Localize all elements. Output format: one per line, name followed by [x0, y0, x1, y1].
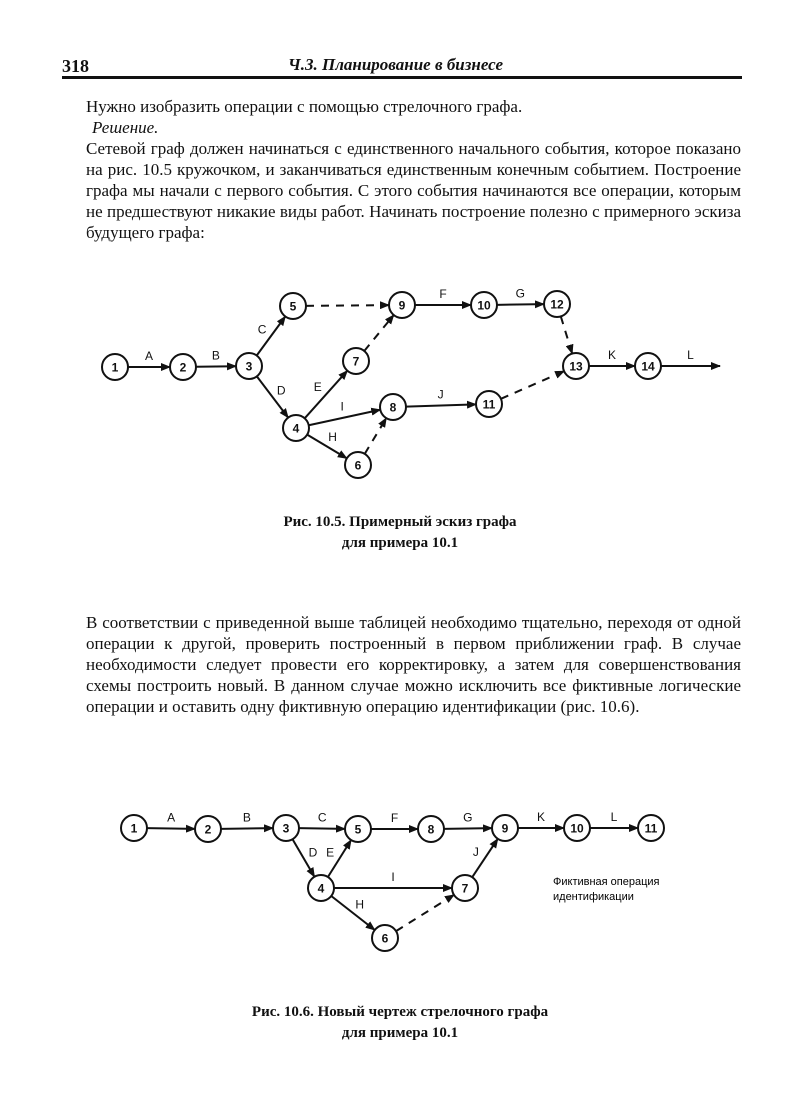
- edge-8-11: [406, 404, 476, 406]
- event-node-label-13: 13: [569, 359, 583, 374]
- running-title: Ч.3. Планирование в бизнесе: [288, 55, 504, 74]
- event-node-label-1: 1: [130, 821, 138, 836]
- intro-line: Нужно изобразить операции с помощью стрелочного графа.: [86, 97, 523, 116]
- edge-label-C: C: [257, 322, 267, 337]
- event-node-label-11: 11: [482, 397, 496, 412]
- event-node-label-5: 5: [289, 299, 297, 314]
- edge-5-9: [306, 305, 389, 306]
- event-node-label-3: 3: [245, 359, 253, 374]
- header-rule: [62, 76, 742, 79]
- edge-1-2: [147, 828, 195, 829]
- edge-12-13: [561, 316, 572, 353]
- event-node-label-14: 14: [641, 359, 655, 374]
- network-graph-10-5: [0, 270, 800, 490]
- event-node-label-8: 8: [427, 822, 435, 837]
- event-node-label-6: 6: [381, 931, 389, 946]
- edge-label-C: C: [317, 810, 327, 825]
- page-header: [62, 52, 742, 76]
- edge-label-J: J: [472, 844, 479, 859]
- edge-label-F: F: [390, 811, 399, 825]
- edge-label-D: D: [276, 383, 286, 398]
- edge-label-L: L: [610, 810, 618, 824]
- event-node-label-10: 10: [570, 821, 584, 836]
- caption-line-1: Рис. 10.5. Примерный эскиз графа: [283, 514, 517, 530]
- edge-8-9: [444, 828, 492, 829]
- edge-label-H: H: [328, 430, 337, 445]
- caption-line-1: Рис. 10.6. Новый чертеж стрелочного графа: [251, 1004, 549, 1020]
- event-node-label-4: 4: [317, 881, 325, 896]
- figure-10-5: [0, 270, 800, 490]
- event-node-label-1: 1: [111, 360, 119, 375]
- edge-7-9: [364, 315, 393, 351]
- edge-2-3: [221, 828, 273, 829]
- event-node-label-10: 10: [477, 298, 491, 313]
- edge-label-E: E: [326, 845, 335, 860]
- body-paragraph: В соответствии с приведенной выше таблицей необходимо тщательно, переходя от одной операции к другой, проверить построенный в первом приближении граф. В случае необходимости следует провести его корректировку, а затем для совершенствования схемы построить новый. В данном случае можно исключить все фиктивные логические операции и оставить одну фиктивную операцию идентификации (рис. 10.6).: [86, 613, 741, 716]
- edge-label-G: G: [515, 286, 526, 301]
- event-node-label-11: 11: [644, 821, 658, 836]
- event-node-label-7: 7: [461, 881, 469, 896]
- event-node-label-2: 2: [179, 360, 187, 375]
- edge-label-I: I: [391, 870, 395, 884]
- edge-label-K: K: [607, 348, 617, 362]
- event-node-label-5: 5: [354, 822, 362, 837]
- intro-text: [86, 96, 741, 243]
- edge-label-I: I: [340, 399, 344, 414]
- figure-10-6-caption: [0, 1002, 800, 1044]
- edge-6-7: [396, 895, 454, 931]
- edge-11-13: [501, 371, 564, 399]
- network-graph-10-6: [0, 795, 800, 955]
- edge-label-H: H: [355, 897, 365, 912]
- edge-4-6: [331, 896, 375, 930]
- caption-line-2: для примера 10.1: [341, 1025, 459, 1041]
- edge-label-G: G: [463, 810, 473, 825]
- event-node-label-3: 3: [282, 821, 290, 836]
- edge-2-3: [196, 366, 236, 367]
- edge-label-B: B: [242, 810, 251, 825]
- edge-label-L: L: [687, 348, 694, 362]
- event-node-label-9: 9: [398, 298, 406, 313]
- event-node-label-6: 6: [354, 458, 362, 473]
- edge-3-5: [299, 828, 345, 829]
- edge-label-J: J: [437, 387, 444, 402]
- event-node-label-2: 2: [204, 822, 212, 837]
- dummy-annotation-line-2: идентификации: [553, 891, 634, 903]
- edge-6-8: [365, 418, 387, 454]
- figure-10-6: [0, 795, 800, 955]
- event-node-label-8: 8: [389, 400, 397, 415]
- edge-label-A: A: [144, 349, 154, 363]
- event-node-label-7: 7: [352, 354, 360, 369]
- edge-label-F: F: [439, 287, 447, 301]
- solution-label: Решение.: [92, 118, 159, 137]
- edge-10-12: [497, 304, 544, 305]
- edge-label-E: E: [313, 380, 322, 395]
- edge-label-D: D: [308, 845, 318, 860]
- intro-paragraph: Сетевой граф должен начинаться с единственного начального события, которое показано на рис. 10.5 кружочком, и заканчиваться единственным конечным событием. Построение графа мы начали с первого события. С этого события начинаются все операции, которым не предшествуют никакие виды работ. Начинать построение полезно с примерного эскиза будущего графа:: [86, 139, 741, 242]
- edge-4-8: [309, 410, 381, 425]
- event-node-label-12: 12: [550, 297, 564, 312]
- edge-label-A: A: [167, 810, 176, 825]
- figure-10-5-caption: [0, 512, 800, 554]
- caption-line-2: для примера 10.1: [341, 535, 459, 551]
- body-text: [86, 612, 741, 717]
- event-node-label-9: 9: [501, 821, 509, 836]
- page-number: 318: [62, 56, 89, 76]
- edge-label-B: B: [211, 348, 220, 363]
- event-node-label-4: 4: [292, 421, 300, 436]
- edge-4-6: [307, 435, 347, 459]
- edge-label-K: K: [536, 810, 546, 824]
- dummy-annotation-line-1: Фиктивная операция: [553, 876, 660, 888]
